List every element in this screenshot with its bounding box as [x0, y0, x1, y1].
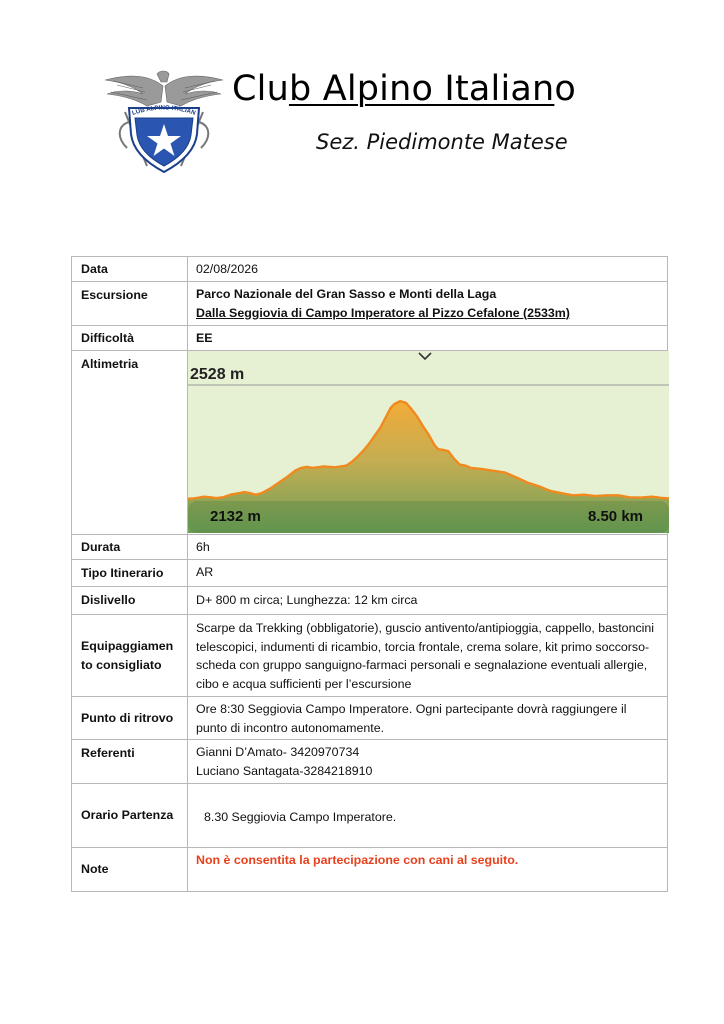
escursione-route: Dalla Seggiovia di Campo Imperatore al Pizzo Cefalone (2533m) — [196, 305, 570, 320]
row-equipaggiamento — [72, 615, 668, 697]
value-dislivello: D+ 800 m circa; Lunghezza: 12 km circa — [188, 587, 668, 615]
row-data — [72, 257, 668, 282]
value-tipo: AR — [188, 560, 668, 587]
value-referenti — [188, 740, 668, 784]
value-durata: 6h — [188, 535, 668, 560]
label-referenti: Referenti — [72, 740, 188, 784]
row-note — [72, 848, 668, 892]
value-equipaggiamento: Scarpe da Trekking (obbligatorie), guscio antivento/antipioggia, cappello, bastoncini telescopici, indumenti di ricambio, torcia frontale, crema solare, kit primo soccorso-scheda con gruppo sanguigno-farmaci personali e segnalazione eventuali allergie, cibo e acqua sufficienti per l’escursione — [188, 615, 668, 697]
value-difficolta: EE — [188, 326, 668, 351]
label-note: Note — [72, 848, 188, 892]
altimetry-chart-cell — [188, 351, 668, 535]
row-orario — [72, 784, 668, 848]
row-escursione — [72, 282, 668, 326]
label-difficolta: Difficoltà — [72, 326, 188, 351]
label-tipo: Tipo Itinerario — [72, 560, 188, 587]
max-elevation-label: 2528 m — [190, 366, 245, 383]
row-durata — [72, 535, 668, 560]
row-referenti — [72, 740, 668, 784]
label-altimetria: Altimetria — [72, 351, 188, 535]
value-escursione — [188, 282, 668, 326]
row-dislivello — [72, 587, 668, 615]
label-ritrovo: Punto di ritrovo — [72, 697, 188, 740]
referente-2: Luciano Santagata-3284218910 — [196, 763, 373, 778]
label-escursione: Escursione — [72, 282, 188, 326]
page-title: Club Alpino Italiano — [232, 69, 577, 109]
altimetry-chart — [188, 351, 669, 533]
label-orario: Orario Partenza — [72, 784, 188, 848]
value-data: 02/08/2026 — [188, 257, 668, 282]
row-tipo — [72, 560, 668, 587]
min-elevation-label: 2132 m — [210, 508, 261, 525]
value-orario: 8.30 Seggiovia Campo Imperatore. — [188, 784, 668, 848]
label-durata: Durata — [72, 535, 188, 560]
value-ritrovo: Ore 8:30 Seggiovia Campo Imperatore. Ogni partecipante dovrà raggiungere il punto di incontro autonomamente. — [188, 697, 668, 740]
label-data: Data — [72, 257, 188, 282]
referente-1: Gianni D’Amato- 3420970734 — [196, 745, 360, 759]
cai-logo — [103, 68, 225, 174]
value-note: Non è consentita la partecipazione con cani al seguito. — [188, 848, 668, 892]
logo-text: LUB ALPINO ITALIAN — [131, 104, 197, 117]
row-ritrovo — [72, 697, 668, 740]
page-subtitle: Sez. Piedimonte Matese — [316, 130, 568, 154]
escursione-park: Parco Nazionale del Gran Sasso e Monti della Laga — [196, 287, 497, 301]
row-altimetria — [72, 351, 668, 535]
label-equipaggiamento: Equipaggiamen to consigliato — [72, 615, 188, 697]
excursion-table — [71, 256, 668, 892]
label-dislivello: Dislivello — [72, 587, 188, 615]
distance-label: 8.50 km — [587, 508, 643, 525]
row-difficolta — [72, 326, 668, 351]
